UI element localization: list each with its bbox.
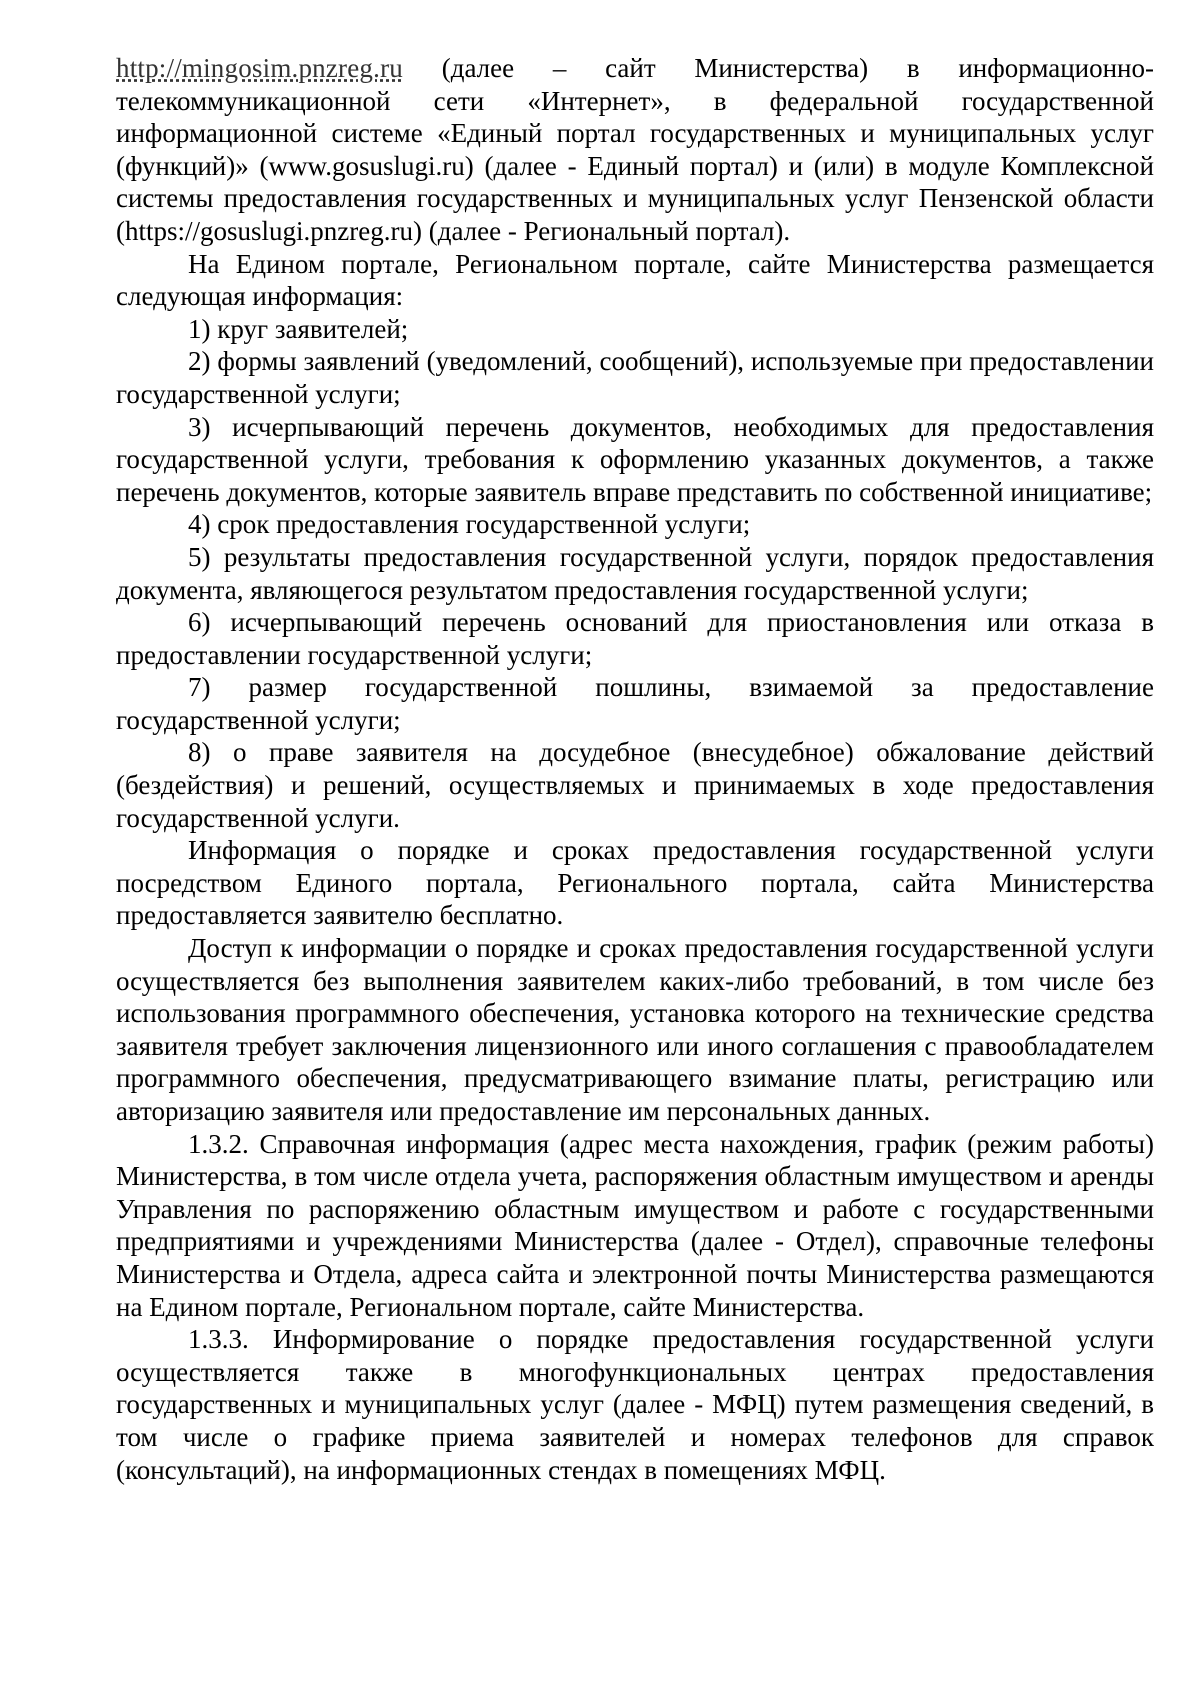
- paragraph-1-3-2: 1.3.2. Справочная информация (адрес места нахождения, график (режим работы) Министерства, в том числе отдела учета, распоряжения областным имуществом и аренды Управления по распоряжению областным имуществом и работе с государственными предприятиями и учреждениями Министерства (далее - Отдел), справочные телефоны Министерства и Отдела, адреса сайта и электронной почты Министерства размещаются на Едином портале, Региональном портале, сайте Министерства.: [116, 1128, 1154, 1322]
- list-item-8: 8) о праве заявителя на досудебное (внесудебное) обжалование действий (бездействия) и решений, осуществляемых и принимаемых в ходе предоставления государственной услуги.: [116, 737, 1154, 833]
- paragraph-intro: [116, 52, 1154, 248]
- list-item-2: 2) формы заявлений (уведомлений, сообщений), используемые при предоставлении государственной услуги;: [116, 346, 1154, 409]
- paragraph-info-list-heading: На Едином портале, Региональном портале, сайте Министерства размещается следующая информация:: [116, 248, 1154, 312]
- list-item-7: 7) размер государственной пошлины, взимаемой за предоставление государственной услуги;: [116, 672, 1154, 735]
- ministry-website-link[interactable]: http://mingosim.pnzreg.ru: [116, 53, 403, 83]
- paragraph-intro-text: (далее – сайт Министерства) в информационно-телекоммуникационной сети «Интернет», в федеральной государственной информационной системе «Единый портал государственных и муниципальных услуг (функций)» (www.gosuslugi.ru) (далее - Единый портал) и (или) в модуле Комплексной системы предоставления государственных и муниципальных услуг Пензенской области (https://gosuslugi.pnzreg.ru) (далее - Региональный портал).: [116, 53, 1154, 246]
- list-item-4: 4) срок предоставления государственной услуги;: [188, 509, 751, 540]
- list-item-6: 6) исчерпывающий перечень оснований для приостановления или отказа в предоставлении государственной услуги;: [116, 607, 1154, 670]
- list-item-3: 3) исчерпывающий перечень документов, необходимых для предоставления государственной услуги, требования к оформлению указанных документов, а также перечень документов, которые заявитель вправе представить по собственной инициативе;: [116, 411, 1154, 507]
- paragraph-free-info: Информация о порядке и сроках предоставления государственной услуги посредством Единого портала, Регионального портала, сайта Министерства предоставляется заявителю бесплатно.: [116, 835, 1154, 931]
- document-page: [116, 52, 1154, 1486]
- list-item-5: 5) результаты предоставления государственной услуги, порядок предоставления документа, являющегося результатом предоставления государственной услуги;: [116, 541, 1154, 605]
- paragraph-access: Доступ к информации о порядке и сроках предоставления государственной услуги осуществляется без выполнения заявителем каких-либо требований, в том числе без использования программного обеспечения, установка которого на технические средства заявителя требует заключения лицензионного или иного соглашения с правообладателем программного обеспечения, предусматривающего взимание платы, регистрацию или авторизацию заявителя или предоставление им персональных данных.: [116, 933, 1154, 1126]
- list-item-1: 1) круг заявителей;: [188, 313, 409, 344]
- paragraph-1-3-3: 1.3.3. Информирование о порядке предоставления государственной услуги осуществляется также в многофункциональных центрах предоставления государственных и муниципальных услуг (далее - МФЦ) путем размещения сведений, в том числе о графике приема заявителей и номерах телефонов для справок (консультаций), на информационных стендах в помещениях МФЦ.: [116, 1324, 1154, 1485]
